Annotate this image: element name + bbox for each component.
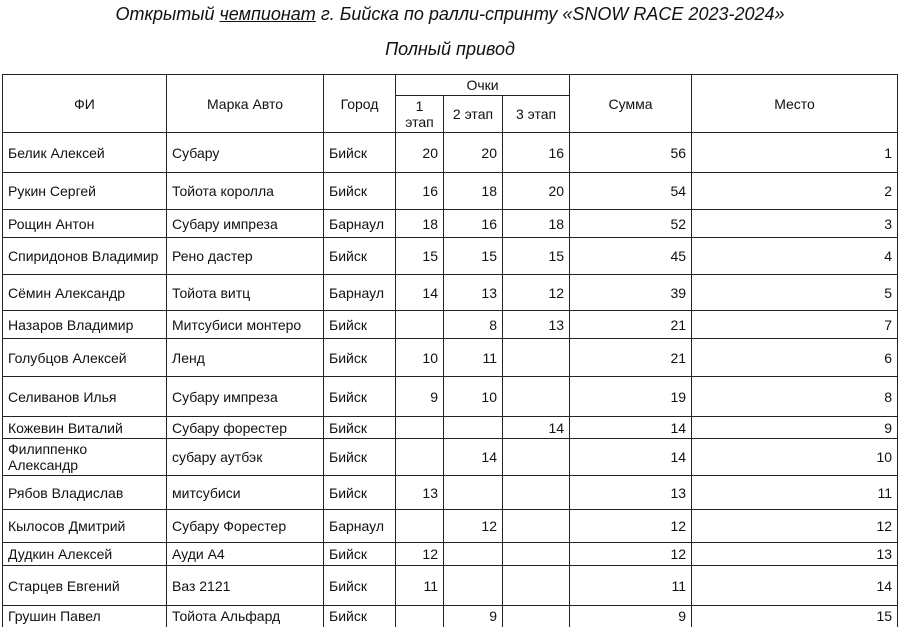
stage-1-cell: 14 [396,275,444,311]
place-cell: 6 [692,339,898,377]
stage-3-cell [503,476,570,510]
city-cell: Бийск [324,606,396,627]
stage-2-cell: 15 [444,238,503,275]
stage-1-cell: 13 [396,476,444,510]
car-cell: Тойота витц [167,275,324,311]
name-cell: Кожевин Виталий [3,417,167,439]
table-row [3,566,898,606]
car-cell: Субару [167,133,324,173]
stage-1-cell: 15 [396,238,444,275]
header-stage-2: 2 этап [444,96,503,133]
stage-1-cell [396,606,444,627]
stage-1-cell: 12 [396,543,444,566]
name-cell: Сёмин Александр [3,275,167,311]
car-cell: Субару импреза [167,377,324,417]
place-cell: 10 [692,439,898,476]
stage-1-cell: 20 [396,133,444,173]
header-name: ФИ [3,75,167,133]
title-underlined-word: чемпионат [219,4,316,24]
table-row [3,606,898,627]
place-cell: 8 [692,377,898,417]
sum-cell: 12 [570,510,692,543]
table-row [3,439,898,476]
sum-cell: 39 [570,275,692,311]
stage-3-cell: 13 [503,311,570,339]
stage-1-cell: 10 [396,339,444,377]
header-sum: Сумма [570,75,692,133]
place-cell: 7 [692,311,898,339]
sum-cell: 45 [570,238,692,275]
place-cell: 13 [692,543,898,566]
car-cell: Ленд [167,339,324,377]
sum-cell: 9 [570,606,692,627]
title-prefix: Открытый [115,4,215,24]
name-cell: Дудкин Алексей [3,543,167,566]
header-stage-1 [396,96,444,133]
car-cell: субару аутбэк [167,439,324,476]
sum-cell: 52 [570,210,692,238]
city-cell: Бийск [324,417,396,439]
car-cell: Ваз 2121 [167,566,324,606]
stage-1-cell: 18 [396,210,444,238]
city-cell: Барнаул [324,275,396,311]
stage-3-cell [503,339,570,377]
table-row [3,543,898,566]
sum-cell: 14 [570,439,692,476]
place-cell: 4 [692,238,898,275]
place-cell: 3 [692,210,898,238]
name-cell: Селиванов Илья [3,377,167,417]
stage-3-cell: 16 [503,133,570,173]
table-row [3,275,898,311]
header-stage-3: 3 этап [503,96,570,133]
table-row [3,476,898,510]
sum-cell: 14 [570,417,692,439]
name-cell: Голубцов Алексей [3,339,167,377]
car-cell: Субару импреза [167,210,324,238]
place-cell: 11 [692,476,898,510]
place-cell: 2 [692,173,898,210]
stage-2-cell [444,417,503,439]
sum-cell: 11 [570,566,692,606]
stage-3-cell [503,606,570,627]
place-cell: 12 [692,510,898,543]
stage-1-cell [396,417,444,439]
stage-1-cell: 16 [396,173,444,210]
stage-2-cell [444,566,503,606]
name-cell: Спиридонов Владимир [3,238,167,275]
stage-1-cell [396,311,444,339]
stage-3-cell [503,439,570,476]
header-stage-1-number: 1 [415,98,424,114]
car-cell: Тойота королла [167,173,324,210]
place-cell: 1 [692,133,898,173]
header-stage-1-word: этап [405,114,434,130]
stage-2-cell: 10 [444,377,503,417]
stage-1-cell: 9 [396,377,444,417]
table-row [3,133,898,173]
stage-2-cell: 9 [444,606,503,627]
car-cell: митсубиси [167,476,324,510]
stage-3-cell: 15 [503,238,570,275]
place-cell: 5 [692,275,898,311]
table-row [3,510,898,543]
stage-3-cell: 12 [503,275,570,311]
table-row [3,210,898,238]
car-cell: Ауди А4 [167,543,324,566]
header-row-1 [3,75,898,96]
sum-cell: 56 [570,133,692,173]
sum-cell: 54 [570,173,692,210]
stage-2-cell: 16 [444,210,503,238]
header-city: Город [324,75,396,133]
city-cell: Бийск [324,238,396,275]
place-cell: 9 [692,417,898,439]
name-cell: Белик Алексей [3,133,167,173]
sum-cell: 19 [570,377,692,417]
stage-2-cell: 20 [444,133,503,173]
sum-cell: 13 [570,476,692,510]
car-cell: Рено дастер [167,238,324,275]
name-cell: Рукин Сергей [3,173,167,210]
city-cell: Бийск [324,476,396,510]
stage-2-cell [444,476,503,510]
city-cell: Барнаул [324,210,396,238]
table-row [3,339,898,377]
name-cell: Рябов Владислав [3,476,167,510]
stage-2-cell: 11 [444,339,503,377]
stage-2-cell: 13 [444,275,503,311]
name-cell: Рощин Антон [3,210,167,238]
table-row [3,173,898,210]
car-cell: Митсубиси монтеро [167,311,324,339]
name-cell: Филиппенко Александр [3,439,167,476]
page-title [0,3,900,25]
city-cell: Барнаул [324,510,396,543]
title-suffix: г. Бийска по ралли-спринту «SNOW RACE 2023-2024» [320,4,785,24]
sum-cell: 12 [570,543,692,566]
stage-3-cell [503,543,570,566]
place-cell: 14 [692,566,898,606]
stage-1-cell [396,510,444,543]
city-cell: Бийск [324,377,396,417]
stage-3-cell: 14 [503,417,570,439]
stage-2-cell [444,543,503,566]
results-table [2,74,898,627]
name-cell: Кылосов Дмитрий [3,510,167,543]
stage-3-cell [503,510,570,543]
city-cell: Бийск [324,543,396,566]
table-row [3,417,898,439]
car-cell: Субару форестер [167,417,324,439]
table-row [3,238,898,275]
name-cell: Назаров Владимир [3,311,167,339]
name-cell: Старцев Евгений [3,566,167,606]
stage-1-cell: 11 [396,566,444,606]
name-cell: Грушин Павел [3,606,167,627]
header-place: Место [692,75,898,133]
stage-1-cell [396,439,444,476]
table-row [3,377,898,417]
stage-3-cell [503,566,570,606]
place-cell: 15 [692,606,898,627]
header-points: Очки [396,75,570,96]
stage-2-cell: 12 [444,510,503,543]
stage-2-cell: 18 [444,173,503,210]
city-cell: Бийск [324,311,396,339]
sum-cell: 21 [570,339,692,377]
city-cell: Бийск [324,439,396,476]
stage-3-cell: 20 [503,173,570,210]
stage-3-cell: 18 [503,210,570,238]
header-car: Марка Авто [167,75,324,133]
city-cell: Бийск [324,173,396,210]
stage-2-cell: 8 [444,311,503,339]
car-cell: Субару Форестер [167,510,324,543]
stage-3-cell [503,377,570,417]
city-cell: Бийск [324,566,396,606]
sum-cell: 21 [570,311,692,339]
car-cell: Тойота Альфард [167,606,324,627]
city-cell: Бийск [324,339,396,377]
city-cell: Бийск [324,133,396,173]
stage-2-cell: 14 [444,439,503,476]
table-row [3,311,898,339]
page-subtitle: Полный привод [385,39,515,59]
